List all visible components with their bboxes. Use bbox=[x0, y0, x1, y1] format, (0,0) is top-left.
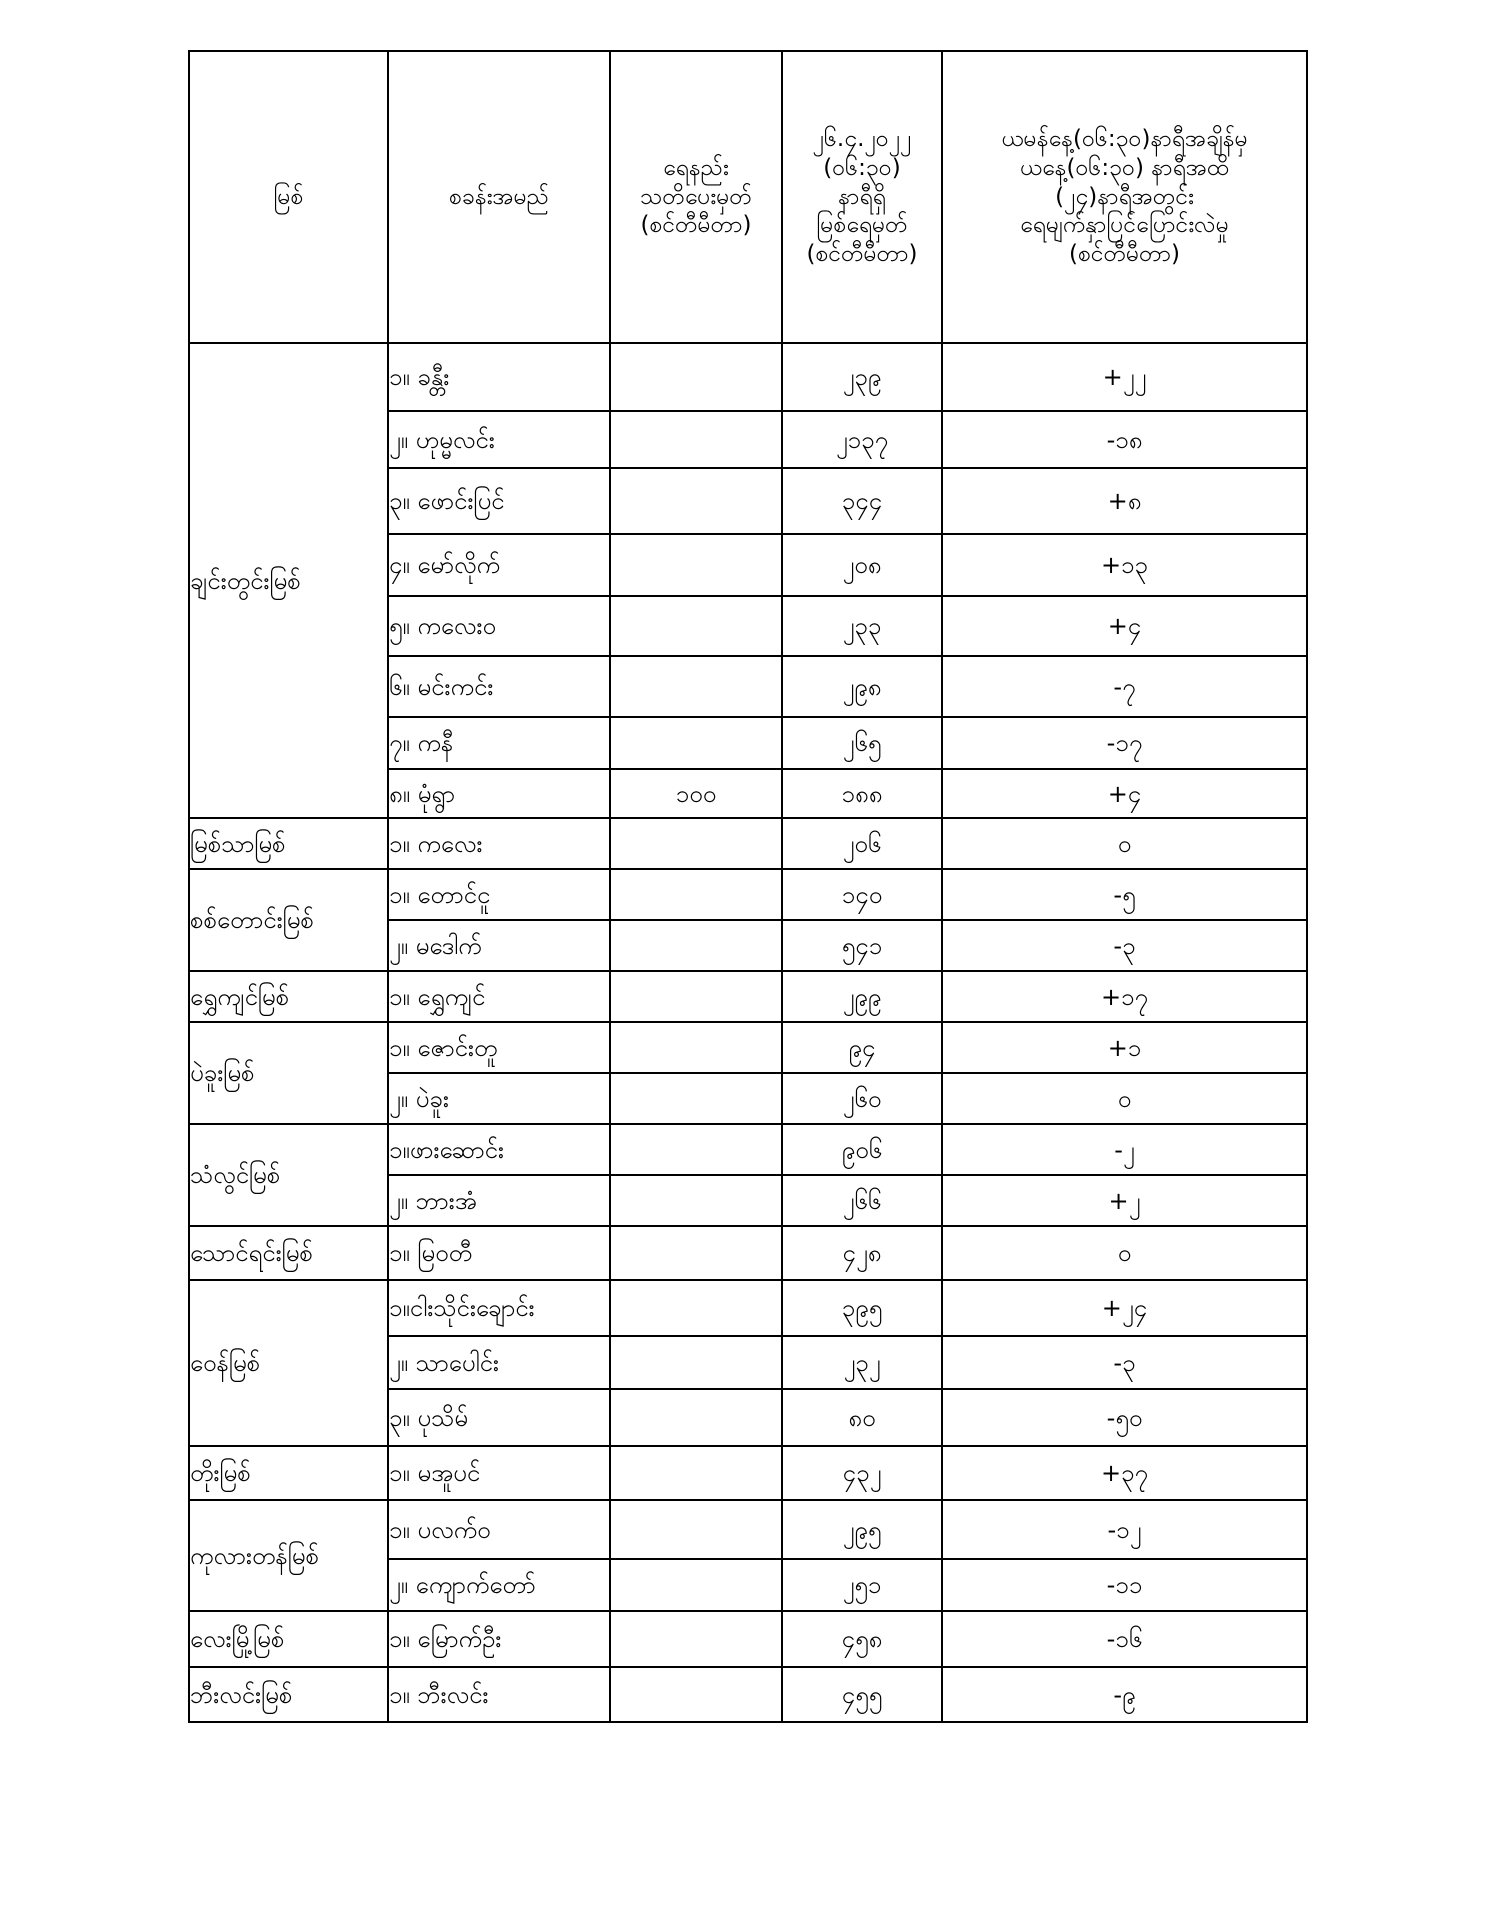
table-row bbox=[189, 1280, 1307, 1336]
header-warning-level: ရေနည်း သတိပေးမှတ် (စင်တီမီတာ) bbox=[610, 51, 782, 343]
level-change-cell: -၃ bbox=[942, 1336, 1307, 1389]
station-name-cell: ၈။ မုံရွာ bbox=[388, 769, 610, 818]
station-name-cell: ၁။ ခန္တီး bbox=[388, 343, 610, 411]
station-name-cell: ၃။ ပုသိမ် bbox=[388, 1389, 610, 1446]
river-name-cell: ဝေန်မြစ် bbox=[189, 1280, 388, 1446]
warning-level-cell bbox=[610, 1022, 782, 1073]
level-change-cell: +၁၃ bbox=[942, 534, 1307, 596]
water-level-cell: ၄၅၈ bbox=[782, 1611, 942, 1667]
river-name-cell: မြစ်သာမြစ် bbox=[189, 818, 388, 869]
water-level-cell: ၂၀၈ bbox=[782, 534, 942, 596]
level-change-cell: -၇ bbox=[942, 656, 1307, 717]
river-name-cell: သံလွင်မြစ် bbox=[189, 1124, 388, 1226]
station-name-cell: ၂။ ဘားအံ bbox=[388, 1175, 610, 1226]
table-row bbox=[189, 818, 1307, 869]
water-level-cell: ၂၉၉ bbox=[782, 971, 942, 1022]
river-name-cell: ဘီးလင်းမြစ် bbox=[189, 1667, 388, 1722]
water-level-cell: ၅၄၁ bbox=[782, 920, 942, 971]
header-water-level: ၂၆.၄.၂၀၂၂ (၀၆:၃၀) နာရီရှိ မြစ်ရေမှတ် (စင်တီမီတာ) bbox=[782, 51, 942, 343]
warning-level-cell: ၁၀၀ bbox=[610, 769, 782, 818]
level-change-cell: +၁၇ bbox=[942, 971, 1307, 1022]
water-level-cell: ၃၄၄ bbox=[782, 468, 942, 534]
table-row bbox=[189, 971, 1307, 1022]
water-level-cell: ၂၅၁ bbox=[782, 1559, 942, 1611]
level-change-cell: +၂၂ bbox=[942, 343, 1307, 411]
table-row bbox=[189, 1611, 1307, 1667]
water-level-cell: ၄၂၈ bbox=[782, 1226, 942, 1280]
water-level-cell: ၂၉၈ bbox=[782, 656, 942, 717]
station-name-cell: ၇။ ကနီ bbox=[388, 717, 610, 769]
warning-level-cell bbox=[610, 1446, 782, 1500]
water-level-cell: ၂၃၉ bbox=[782, 343, 942, 411]
station-name-cell: ၁။ငါးသိုင်းချောင်း bbox=[388, 1280, 610, 1336]
station-name-cell: ၂။ ပဲခူး bbox=[388, 1073, 610, 1124]
station-name-cell: ၁။ ရွှေကျင် bbox=[388, 971, 610, 1022]
header-row bbox=[189, 51, 1307, 343]
river-name-cell: ရွှေကျင်မြစ် bbox=[189, 971, 388, 1022]
water-level-cell: ၈၀ bbox=[782, 1389, 942, 1446]
river-name-cell: လေးမြို့မြစ် bbox=[189, 1611, 388, 1667]
warning-level-cell bbox=[610, 717, 782, 769]
warning-level-cell bbox=[610, 869, 782, 920]
level-change-cell: +၄ bbox=[942, 596, 1307, 656]
level-change-cell: +၄ bbox=[942, 769, 1307, 818]
water-level-cell: ၂၃၃ bbox=[782, 596, 942, 656]
water-level-cell: ၉၄ bbox=[782, 1022, 942, 1073]
station-name-cell: ၁။ မြဝတီ bbox=[388, 1226, 610, 1280]
level-change-cell: +၁ bbox=[942, 1022, 1307, 1073]
station-name-cell: ၁။ ဘီးလင်း bbox=[388, 1667, 610, 1722]
water-level-cell: ၄၅၅ bbox=[782, 1667, 942, 1722]
warning-level-cell bbox=[610, 1226, 782, 1280]
level-change-cell: ၀ bbox=[942, 1226, 1307, 1280]
station-name-cell: ၂။ သာပေါင်း bbox=[388, 1336, 610, 1389]
station-name-cell: ၆။ မင်းကင်း bbox=[388, 656, 610, 717]
warning-level-cell bbox=[610, 1124, 782, 1175]
water-level-cell: ၃၉၅ bbox=[782, 1280, 942, 1336]
river-name-cell: တိုးမြစ် bbox=[189, 1446, 388, 1500]
warning-level-cell bbox=[610, 534, 782, 596]
level-change-cell: -၉ bbox=[942, 1667, 1307, 1722]
station-name-cell: ၄။ မော်လိုက် bbox=[388, 534, 610, 596]
river-name-cell: သောင်ရင်းမြစ် bbox=[189, 1226, 388, 1280]
water-level-cell: ၂၆၀ bbox=[782, 1073, 942, 1124]
water-level-cell: ၉၀၆ bbox=[782, 1124, 942, 1175]
level-change-cell: -၂ bbox=[942, 1124, 1307, 1175]
table-row bbox=[189, 869, 1307, 920]
header-river: မြစ် bbox=[189, 51, 388, 343]
level-change-cell: -၃ bbox=[942, 920, 1307, 971]
header-station: စခန်းအမည် bbox=[388, 51, 610, 343]
water-level-cell: ၁၈၈ bbox=[782, 769, 942, 818]
water-level-cell: ၁၄၀ bbox=[782, 869, 942, 920]
warning-level-cell bbox=[610, 1389, 782, 1446]
station-name-cell: ၁။ ဇောင်းတူ bbox=[388, 1022, 610, 1073]
header-24h-change: ယမန်နေ့(၀၆:၃၀)နာရီအချိန်မှ ယနေ့(၀၆:၃၀) နာရီအထိ (၂၄)နာရီအတွင်း ရေမျက်နှာပြင်ပြောင်းလဲမှု (စင်တီမီတာ) bbox=[942, 51, 1307, 343]
level-change-cell: -၅ bbox=[942, 869, 1307, 920]
warning-level-cell bbox=[610, 1073, 782, 1124]
level-change-cell: -၁၈ bbox=[942, 411, 1307, 468]
table-row bbox=[189, 1226, 1307, 1280]
warning-level-cell bbox=[610, 818, 782, 869]
level-change-cell: ၀ bbox=[942, 1073, 1307, 1124]
water-level-cell: ၂၁၃၇ bbox=[782, 411, 942, 468]
level-change-cell: +၂၄ bbox=[942, 1280, 1307, 1336]
table-row bbox=[189, 343, 1307, 411]
water-level-cell: ၂၆၅ bbox=[782, 717, 942, 769]
level-change-cell: -၁၂ bbox=[942, 1500, 1307, 1559]
station-name-cell: ၃။ ဖောင်းပြင် bbox=[388, 468, 610, 534]
level-change-cell: -၁၁ bbox=[942, 1559, 1307, 1611]
level-change-cell: -၁၆ bbox=[942, 1611, 1307, 1667]
water-level-cell: ၂၆၆ bbox=[782, 1175, 942, 1226]
water-level-cell: ၂၃၂ bbox=[782, 1336, 942, 1389]
warning-level-cell bbox=[610, 656, 782, 717]
warning-level-cell bbox=[610, 1280, 782, 1336]
water-level-cell: ၄၃၂ bbox=[782, 1446, 942, 1500]
warning-level-cell bbox=[610, 971, 782, 1022]
station-name-cell: ၁။ ကလေး bbox=[388, 818, 610, 869]
level-change-cell: +၈ bbox=[942, 468, 1307, 534]
table-row bbox=[189, 1124, 1307, 1175]
station-name-cell: ၅။ ကလေးဝ bbox=[388, 596, 610, 656]
level-change-cell: +၃၇ bbox=[942, 1446, 1307, 1500]
station-name-cell: ၂။ မဒေါက် bbox=[388, 920, 610, 971]
level-change-cell: ၀ bbox=[942, 818, 1307, 869]
warning-level-cell bbox=[610, 343, 782, 411]
river-name-cell: ချင်းတွင်းမြစ် bbox=[189, 343, 388, 818]
warning-level-cell bbox=[610, 468, 782, 534]
station-name-cell: ၁။ တောင်ငူ bbox=[388, 869, 610, 920]
water-level-cell: ၂၉၅ bbox=[782, 1500, 942, 1559]
station-name-cell: ၁။ မြောက်ဦး bbox=[388, 1611, 610, 1667]
warning-level-cell bbox=[610, 596, 782, 656]
river-name-cell: စစ်တောင်းမြစ် bbox=[189, 869, 388, 971]
table-row bbox=[189, 1500, 1307, 1559]
table-row bbox=[189, 1667, 1307, 1722]
river-level-table bbox=[188, 50, 1308, 1723]
table-row bbox=[189, 1446, 1307, 1500]
level-change-cell: +၂ bbox=[942, 1175, 1307, 1226]
warning-level-cell bbox=[610, 1611, 782, 1667]
water-level-cell: ၂၀၆ bbox=[782, 818, 942, 869]
warning-level-cell bbox=[610, 411, 782, 468]
level-change-cell: -၁၇ bbox=[942, 717, 1307, 769]
river-name-cell: ပဲခူးမြစ် bbox=[189, 1022, 388, 1124]
station-name-cell: ၂။ ကျောက်တော် bbox=[388, 1559, 610, 1611]
warning-level-cell bbox=[610, 1336, 782, 1389]
level-change-cell: -၅၀ bbox=[942, 1389, 1307, 1446]
station-name-cell: ၁။ ပလက်ဝ bbox=[388, 1500, 610, 1559]
station-name-cell: ၁။ မအူပင် bbox=[388, 1446, 610, 1500]
station-name-cell: ၂။ ဟုမ္မလင်း bbox=[388, 411, 610, 468]
table-row bbox=[189, 1022, 1307, 1073]
warning-level-cell bbox=[610, 920, 782, 971]
station-name-cell: ၁။ဖားဆောင်း bbox=[388, 1124, 610, 1175]
warning-level-cell bbox=[610, 1175, 782, 1226]
river-name-cell: ကုလားတန်မြစ် bbox=[189, 1500, 388, 1611]
warning-level-cell bbox=[610, 1500, 782, 1559]
table-body bbox=[189, 343, 1307, 1722]
warning-level-cell bbox=[610, 1559, 782, 1611]
warning-level-cell bbox=[610, 1667, 782, 1722]
